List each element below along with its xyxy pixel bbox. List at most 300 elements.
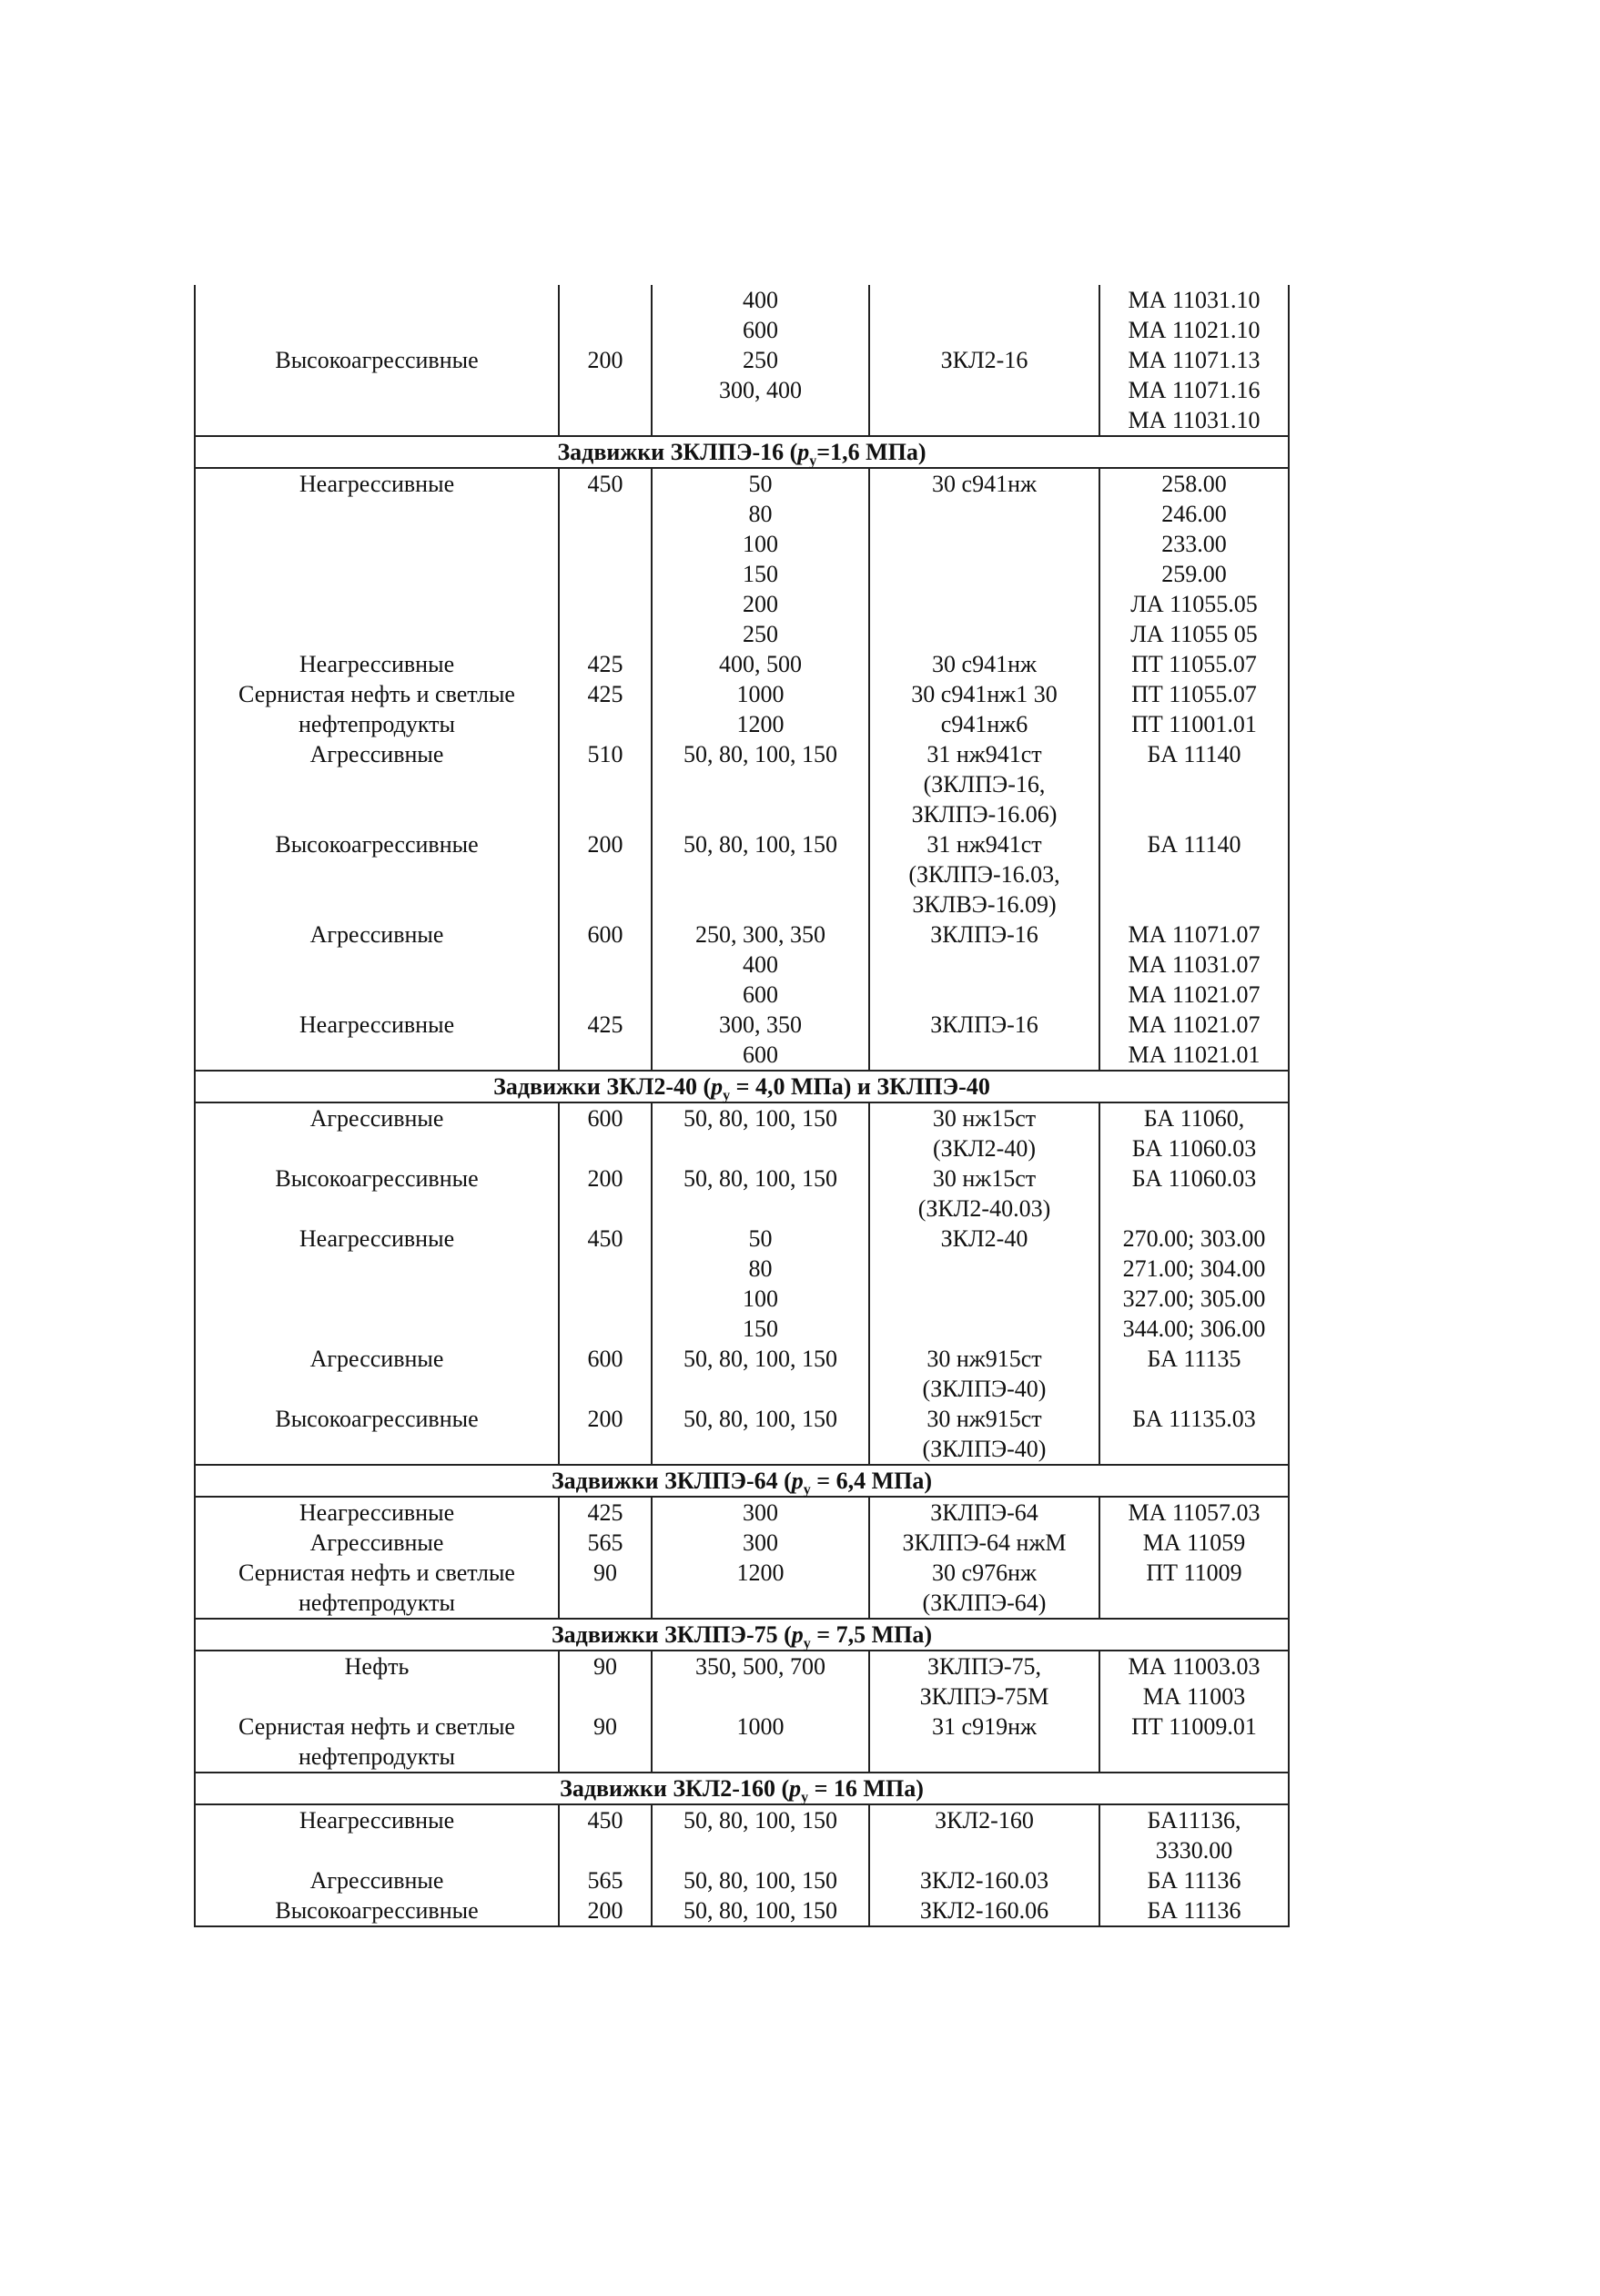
cell-dn bbox=[652, 1528, 869, 1558]
cell-line: ЗКЛПЭ-75, bbox=[927, 1653, 1042, 1680]
cell-drawing bbox=[1099, 649, 1289, 679]
cell-line bbox=[563, 1742, 647, 1772]
section-title-row bbox=[195, 1465, 1289, 1497]
cell-line: 80 bbox=[748, 501, 773, 527]
cell-line: с941нж6 bbox=[940, 711, 1028, 737]
cell-line: Высокоагрессивные bbox=[275, 1165, 479, 1192]
cell-medium bbox=[195, 1224, 559, 1344]
cell-line bbox=[874, 1314, 1095, 1344]
cell-line bbox=[874, 499, 1095, 529]
cell-line bbox=[656, 799, 865, 829]
section-title-pre: Задвижки ЗКЛ2-160 ( bbox=[560, 1775, 790, 1802]
cell-line bbox=[1104, 1588, 1284, 1618]
cell-line bbox=[199, 405, 554, 435]
cell-line: 200 bbox=[587, 831, 623, 858]
cell-medium bbox=[195, 649, 559, 679]
cell-temp bbox=[559, 649, 652, 679]
cell-temp bbox=[559, 829, 652, 919]
document-page bbox=[194, 285, 1288, 1927]
table-row bbox=[195, 285, 1289, 436]
cell-line: 600 bbox=[587, 1346, 623, 1372]
cell-line bbox=[199, 889, 554, 919]
cell-temp bbox=[559, 1010, 652, 1071]
cell-drawing bbox=[1099, 285, 1289, 436]
cell-mark bbox=[869, 1010, 1099, 1071]
cell-line: БА 11140 bbox=[1147, 831, 1241, 858]
cell-line bbox=[874, 315, 1095, 345]
cell-line bbox=[563, 1588, 647, 1618]
cell-line bbox=[563, 799, 647, 829]
cell-mark bbox=[869, 1497, 1099, 1528]
cell-line: 1200 bbox=[736, 1559, 785, 1586]
cell-mark bbox=[869, 739, 1099, 829]
cell-line bbox=[656, 1588, 865, 1618]
cell-drawing bbox=[1099, 1010, 1289, 1071]
cell-line bbox=[563, 405, 647, 435]
cell-medium bbox=[195, 1558, 559, 1619]
cell-line: БА 11060.03 bbox=[1131, 1135, 1257, 1162]
cell-line bbox=[199, 315, 554, 345]
cell-line bbox=[563, 1314, 647, 1344]
cell-line bbox=[1104, 889, 1284, 919]
cell-line: МА 11059 bbox=[1142, 1529, 1246, 1556]
cell-line: 100 bbox=[743, 1285, 778, 1312]
cell-line bbox=[1104, 769, 1284, 799]
cell-line bbox=[199, 1835, 554, 1865]
cell-drawing bbox=[1099, 1224, 1289, 1344]
section-title-pressure-sub: y bbox=[723, 1088, 731, 1104]
cell-medium bbox=[195, 679, 559, 739]
cell-drawing bbox=[1099, 679, 1289, 739]
section-title-row bbox=[195, 1619, 1289, 1651]
cell-line bbox=[874, 950, 1095, 980]
cell-line: 425 bbox=[587, 1499, 623, 1526]
cell-line: Неагрессивные bbox=[299, 1225, 455, 1252]
cell-line bbox=[874, 589, 1095, 619]
cell-medium bbox=[195, 1528, 559, 1558]
cell-line: 30 с941нж bbox=[932, 651, 1037, 677]
cell-drawing bbox=[1099, 1865, 1289, 1895]
cell-line bbox=[1104, 859, 1284, 889]
section-title-post: = 6,4 МПа) bbox=[810, 1468, 933, 1494]
section-title-post: = 4,0 МПа) и ЗКЛПЭ-40 bbox=[730, 1073, 990, 1100]
cell-line: БА 11136 bbox=[1147, 1867, 1241, 1894]
cell-mark bbox=[869, 919, 1099, 1010]
cell-line: МА 11021.07 bbox=[1128, 981, 1261, 1008]
cell-drawing bbox=[1099, 1895, 1289, 1926]
cell-medium bbox=[195, 1102, 559, 1163]
cell-medium bbox=[195, 285, 559, 436]
cell-line bbox=[199, 1194, 554, 1224]
cell-drawing bbox=[1099, 919, 1289, 1010]
cell-line: ЗКЛ2-160 bbox=[935, 1807, 1034, 1834]
cell-line: 50, 80, 100, 150 bbox=[684, 1897, 837, 1924]
cell-temp bbox=[559, 1712, 652, 1773]
cell-temp bbox=[559, 1865, 652, 1895]
cell-dn bbox=[652, 1865, 869, 1895]
cell-line: Нефть bbox=[344, 1653, 410, 1680]
cell-line: 90 bbox=[593, 1559, 617, 1586]
cell-line: 30 нж15ст bbox=[932, 1105, 1037, 1132]
table-row bbox=[195, 1804, 1289, 1865]
cell-line: 30 нж915ст bbox=[927, 1346, 1042, 1372]
cell-line: МА 11071.13 bbox=[1128, 347, 1261, 373]
cell-mark bbox=[869, 285, 1099, 436]
table-row bbox=[195, 1497, 1289, 1528]
cell-line bbox=[656, 1681, 865, 1712]
section-title-pressure-symbol: p bbox=[797, 439, 810, 465]
cell-line: 400 bbox=[743, 287, 778, 313]
cell-line: (ЗКЛПЭ-64) bbox=[922, 1590, 1047, 1616]
section-title-pressure-sub: y bbox=[803, 1482, 811, 1498]
cell-line: Сернистая нефть и светлые bbox=[238, 1713, 515, 1740]
cell-dn bbox=[652, 1804, 869, 1865]
cell-line: 270.00; 303.00 bbox=[1122, 1225, 1266, 1252]
cell-line bbox=[199, 1133, 554, 1163]
cell-line: ЗКЛ2-16 bbox=[940, 347, 1028, 373]
cell-line bbox=[563, 375, 647, 405]
cell-temp bbox=[559, 1528, 652, 1558]
section-title-pressure-symbol: p bbox=[791, 1621, 804, 1648]
cell-line: 200 bbox=[587, 1897, 623, 1924]
cell-line bbox=[874, 980, 1095, 1010]
cell-drawing bbox=[1099, 1404, 1289, 1465]
cell-drawing bbox=[1099, 1528, 1289, 1558]
cell-line: (ЗКЛПЭ-40) bbox=[922, 1436, 1047, 1462]
cell-line: Агрессивные bbox=[309, 921, 444, 948]
cell-line bbox=[199, 589, 554, 619]
section-title bbox=[195, 1465, 1289, 1497]
section-title-pressure-sub: y bbox=[801, 1790, 809, 1806]
cell-line: 50, 80, 100, 150 bbox=[684, 1406, 837, 1432]
cell-line: Высокоагрессивные bbox=[275, 347, 479, 373]
cell-line bbox=[563, 1284, 647, 1314]
cell-line bbox=[563, 950, 647, 980]
cell-line bbox=[199, 1040, 554, 1070]
cell-medium bbox=[195, 1865, 559, 1895]
cell-dn bbox=[652, 679, 869, 739]
table-row bbox=[195, 1344, 1289, 1404]
cell-drawing bbox=[1099, 1102, 1289, 1163]
cell-line: 1000 bbox=[736, 1713, 785, 1740]
cell-line: 300, 400 bbox=[719, 377, 802, 403]
cell-line: 425 bbox=[587, 1011, 623, 1038]
cell-line: 50 bbox=[748, 471, 773, 497]
cell-temp bbox=[559, 679, 652, 739]
cell-line bbox=[199, 285, 554, 315]
cell-line: БА 11135.03 bbox=[1132, 1406, 1256, 1432]
cell-line bbox=[1104, 1194, 1284, 1224]
cell-line: ЗКЛПЭ-16 bbox=[930, 1011, 1038, 1038]
cell-medium bbox=[195, 739, 559, 829]
cell-line: Высокоагрессивные bbox=[275, 831, 479, 858]
cell-line: 3330.00 bbox=[1155, 1837, 1233, 1864]
cell-line bbox=[563, 1133, 647, 1163]
table-row bbox=[195, 1163, 1289, 1224]
cell-line: 200 bbox=[587, 347, 623, 373]
cell-line: Неагрессивные bbox=[299, 1499, 455, 1526]
cell-line bbox=[563, 889, 647, 919]
cell-medium bbox=[195, 1895, 559, 1926]
cell-line bbox=[563, 1835, 647, 1865]
cell-line: 30 нж915ст bbox=[927, 1406, 1042, 1432]
cell-line bbox=[563, 769, 647, 799]
cell-line bbox=[199, 799, 554, 829]
section-title bbox=[195, 1619, 1289, 1651]
cell-line: 1000 bbox=[736, 681, 785, 707]
cell-line: 600 bbox=[743, 1041, 778, 1068]
cell-line: 50, 80, 100, 150 bbox=[684, 1346, 837, 1372]
cell-mark bbox=[869, 1712, 1099, 1773]
cell-line bbox=[874, 405, 1095, 435]
cell-line: 600 bbox=[743, 981, 778, 1008]
cell-line bbox=[874, 619, 1095, 649]
cell-line: 30 с976нж bbox=[932, 1559, 1037, 1586]
section-title-pre: Задвижки ЗКЛПЭ-64 ( bbox=[551, 1468, 792, 1494]
cell-line: Неагрессивные bbox=[299, 1011, 455, 1038]
table-row bbox=[195, 679, 1289, 739]
cell-line: БА 11060, bbox=[1143, 1105, 1245, 1132]
cell-line: 233.00 bbox=[1161, 531, 1227, 557]
section-title-pressure-symbol: p bbox=[789, 1775, 802, 1802]
cell-dn bbox=[652, 919, 869, 1010]
cell-line bbox=[656, 405, 865, 435]
cell-mark bbox=[869, 649, 1099, 679]
cell-medium bbox=[195, 1163, 559, 1224]
cell-line bbox=[199, 1434, 554, 1464]
cell-line bbox=[563, 980, 647, 1010]
cell-drawing bbox=[1099, 1163, 1289, 1224]
cell-mark bbox=[869, 1528, 1099, 1558]
cell-line: Неагрессивные bbox=[299, 1807, 455, 1834]
table-row bbox=[195, 1010, 1289, 1071]
cell-line: 200 bbox=[743, 591, 778, 617]
cell-drawing bbox=[1099, 1804, 1289, 1865]
cell-line: (ЗКЛ2-40) bbox=[933, 1135, 1036, 1162]
cell-line: ЗКЛПЭ-64 нжМ bbox=[902, 1529, 1067, 1556]
cell-temp bbox=[559, 1224, 652, 1344]
cell-line: 50, 80, 100, 150 bbox=[684, 1807, 837, 1834]
cell-line: ЗКЛПЭ-16.06) bbox=[911, 801, 1058, 828]
cell-line: ПТ 11055.07 bbox=[1131, 681, 1257, 707]
cell-temp bbox=[559, 1102, 652, 1163]
section-title-row bbox=[195, 1071, 1289, 1102]
cell-line: БА 11136 bbox=[1147, 1897, 1241, 1924]
cell-line: МА 11021.10 bbox=[1128, 317, 1261, 343]
table-row bbox=[195, 739, 1289, 829]
cell-line: 259.00 bbox=[1161, 561, 1227, 587]
cell-line: 50, 80, 100, 150 bbox=[684, 831, 837, 858]
cell-medium bbox=[195, 468, 559, 649]
cell-line: МА 11003.03 bbox=[1128, 1653, 1261, 1680]
cell-line bbox=[199, 950, 554, 980]
table-row bbox=[195, 1558, 1289, 1619]
cell-dn bbox=[652, 1497, 869, 1528]
cell-drawing bbox=[1099, 739, 1289, 829]
cell-line: 344.00; 306.00 bbox=[1122, 1316, 1266, 1342]
cell-line bbox=[199, 1314, 554, 1344]
table-row bbox=[195, 1895, 1289, 1926]
cell-line: 50 bbox=[748, 1225, 773, 1252]
cell-line: ПТ 11055.07 bbox=[1131, 651, 1257, 677]
cell-line: 425 bbox=[587, 681, 623, 707]
cell-line bbox=[1104, 1434, 1284, 1464]
section-title-pre: Задвижки ЗКЛПЭ-16 ( bbox=[557, 439, 798, 465]
cell-drawing bbox=[1099, 1497, 1289, 1528]
section-title-row bbox=[195, 1773, 1289, 1804]
cell-line: 90 bbox=[593, 1713, 617, 1740]
cell-line: Агрессивные bbox=[309, 741, 444, 767]
cell-line bbox=[656, 1374, 865, 1404]
cell-line: 327.00; 305.00 bbox=[1122, 1285, 1266, 1312]
table-row bbox=[195, 1712, 1289, 1773]
cell-drawing bbox=[1099, 1344, 1289, 1404]
cell-line: Агрессивные bbox=[309, 1529, 444, 1556]
section-title-post: = 7,5 МПа) bbox=[810, 1621, 933, 1648]
cell-temp bbox=[559, 919, 652, 1010]
cell-line bbox=[874, 375, 1095, 405]
cell-medium bbox=[195, 1804, 559, 1865]
cell-line bbox=[199, 980, 554, 1010]
cell-line bbox=[656, 1434, 865, 1464]
cell-line: 50, 80, 100, 150 bbox=[684, 1867, 837, 1894]
cell-line: Высокоагрессивные bbox=[275, 1406, 479, 1432]
cell-mark bbox=[869, 679, 1099, 739]
cell-line bbox=[1104, 1374, 1284, 1404]
cell-temp bbox=[559, 1651, 652, 1712]
cell-line bbox=[199, 769, 554, 799]
cell-line: ЗКЛ2-40 bbox=[940, 1225, 1028, 1252]
cell-line bbox=[563, 859, 647, 889]
cell-line bbox=[656, 889, 865, 919]
section-title bbox=[195, 1071, 1289, 1102]
cell-line: ЛА 11055.05 bbox=[1130, 591, 1258, 617]
cell-line: МА 11031.10 bbox=[1128, 407, 1261, 433]
cell-line: 600 bbox=[743, 317, 778, 343]
cell-mark bbox=[869, 1895, 1099, 1926]
cell-line: ЗКЛПЭ-64 bbox=[930, 1499, 1038, 1526]
cell-line bbox=[199, 375, 554, 405]
cell-drawing bbox=[1099, 1651, 1289, 1712]
cell-line: 50, 80, 100, 150 bbox=[684, 1105, 837, 1132]
cell-line bbox=[199, 499, 554, 529]
cell-temp bbox=[559, 1404, 652, 1465]
cell-line: (ЗКЛПЭ-16.03, bbox=[908, 861, 1060, 888]
section-title-pressure-symbol: p bbox=[791, 1468, 804, 1494]
table-row bbox=[195, 1528, 1289, 1558]
cell-line: 150 bbox=[743, 561, 778, 587]
cell-mark bbox=[869, 1163, 1099, 1224]
section-title-pressure-symbol: p bbox=[711, 1073, 724, 1100]
cell-line: 90 bbox=[593, 1653, 617, 1680]
cell-line: МА 11057.03 bbox=[1128, 1499, 1261, 1526]
cell-line: 1200 bbox=[736, 711, 785, 737]
cell-line bbox=[874, 529, 1095, 559]
cell-dn bbox=[652, 468, 869, 649]
cell-line: Агрессивные bbox=[309, 1867, 444, 1894]
cell-line: ЗКЛПЭ-75М bbox=[919, 1683, 1049, 1710]
cell-line bbox=[874, 1254, 1095, 1284]
cell-dn bbox=[652, 1651, 869, 1712]
cell-temp bbox=[559, 1804, 652, 1865]
cell-line bbox=[656, 1194, 865, 1224]
section-title-post: =1,6 МПа) bbox=[816, 439, 927, 465]
cell-line: 100 bbox=[743, 531, 778, 557]
section-title bbox=[195, 436, 1289, 468]
cell-line bbox=[563, 1194, 647, 1224]
valve-table bbox=[194, 285, 1290, 1927]
cell-dn bbox=[652, 285, 869, 436]
cell-line: 300, 350 bbox=[719, 1011, 802, 1038]
cell-line bbox=[656, 1133, 865, 1163]
cell-line: (ЗКЛПЭ-16, bbox=[923, 771, 1046, 798]
cell-line: 200 bbox=[587, 1406, 623, 1432]
cell-medium bbox=[195, 829, 559, 919]
cell-line: 300 bbox=[743, 1499, 778, 1526]
cell-line: 31 с919нж bbox=[932, 1713, 1037, 1740]
cell-line bbox=[199, 559, 554, 589]
cell-line: 50, 80, 100, 150 bbox=[684, 741, 837, 767]
cell-line: ЛА 11055 05 bbox=[1130, 621, 1258, 647]
cell-mark bbox=[869, 1224, 1099, 1344]
cell-line bbox=[563, 1254, 647, 1284]
table-row bbox=[195, 1651, 1289, 1712]
cell-line: ПТ 11001.01 bbox=[1131, 711, 1257, 737]
cell-line bbox=[874, 1835, 1095, 1865]
cell-mark bbox=[869, 1865, 1099, 1895]
cell-line: ПТ 11009.01 bbox=[1131, 1713, 1257, 1740]
cell-line: 258.00 bbox=[1161, 471, 1227, 497]
cell-line: Сернистая нефть и светлые bbox=[238, 681, 515, 707]
cell-dn bbox=[652, 739, 869, 829]
cell-line: 350, 500, 700 bbox=[695, 1653, 825, 1680]
cell-line: Неагрессивные bbox=[299, 651, 455, 677]
cell-line bbox=[199, 1681, 554, 1712]
cell-line: ЗКЛПЭ-16 bbox=[930, 921, 1038, 948]
cell-line: Неагрессивные bbox=[299, 471, 455, 497]
table-row bbox=[195, 829, 1289, 919]
cell-line bbox=[656, 769, 865, 799]
cell-dn bbox=[652, 1163, 869, 1224]
cell-dn bbox=[652, 649, 869, 679]
cell-line: 400, 500 bbox=[719, 651, 802, 677]
cell-line bbox=[563, 499, 647, 529]
cell-line: 30 с941нж1 30 bbox=[911, 681, 1058, 707]
section-title-post: = 16 МПа) bbox=[808, 1775, 924, 1802]
cell-mark bbox=[869, 1558, 1099, 1619]
cell-line bbox=[874, 559, 1095, 589]
cell-line: 425 bbox=[587, 651, 623, 677]
cell-line: нефтепродукты bbox=[298, 1590, 456, 1616]
cell-line bbox=[563, 315, 647, 345]
cell-temp bbox=[559, 1497, 652, 1528]
cell-line: нефтепродукты bbox=[298, 1743, 456, 1770]
cell-line: БА 11060.03 bbox=[1131, 1165, 1257, 1192]
cell-line: ЗКЛ2-160.06 bbox=[919, 1897, 1049, 1924]
cell-line bbox=[199, 529, 554, 559]
cell-medium bbox=[195, 1712, 559, 1773]
cell-dn bbox=[652, 1895, 869, 1926]
cell-dn bbox=[652, 1010, 869, 1071]
cell-line: 450 bbox=[587, 471, 623, 497]
cell-medium bbox=[195, 1651, 559, 1712]
table-row bbox=[195, 649, 1289, 679]
cell-line bbox=[874, 1742, 1095, 1772]
cell-medium bbox=[195, 1404, 559, 1465]
cell-line: (ЗКЛ2-40.03) bbox=[917, 1195, 1051, 1222]
table-row bbox=[195, 919, 1289, 1010]
cell-mark bbox=[869, 1102, 1099, 1163]
